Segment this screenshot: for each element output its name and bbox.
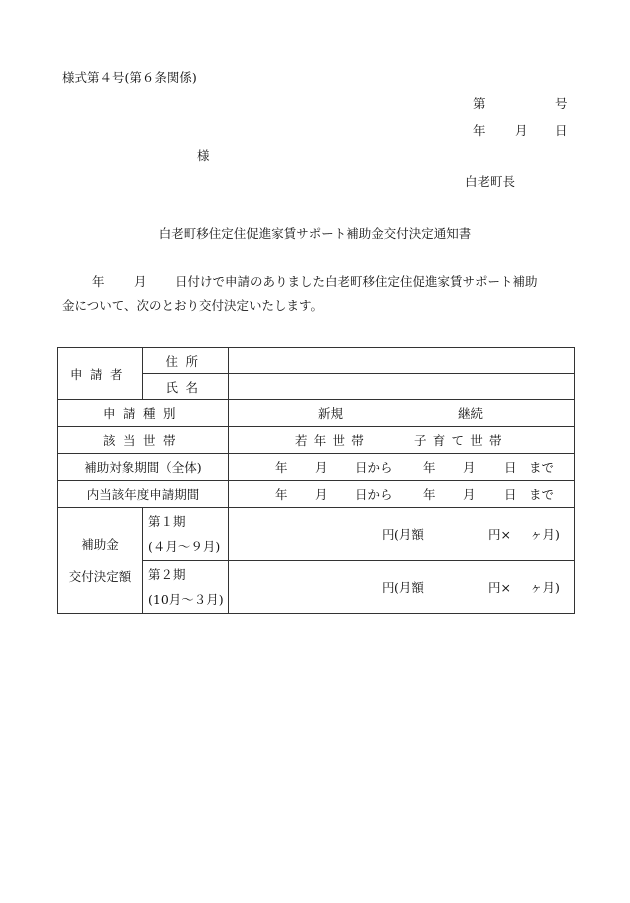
- period-year-fields[interactable]: [229, 481, 575, 508]
- period-year-end-day: 日: [504, 487, 517, 502]
- term1-cell: [143, 508, 229, 561]
- term2-times: 円×: [488, 580, 511, 595]
- recipient-suffix: 様: [197, 148, 210, 163]
- body-line2: 金について、次のとおり交付決定いたします。: [62, 298, 324, 313]
- name-label: 氏名: [165, 379, 206, 395]
- option-young-household[interactable]: 若年世帯: [295, 433, 371, 448]
- body-line1: 日付けで申請のありました白老町移住定住促進家賃サポート補助: [175, 274, 538, 289]
- period-year-label-cell: [58, 481, 229, 508]
- body-year: 年: [92, 274, 105, 289]
- applicant-label-cell: [58, 348, 143, 400]
- term2-cell: [143, 561, 229, 614]
- term1-monthly: (月額: [394, 527, 424, 542]
- applicant-label: 申請者: [69, 366, 130, 382]
- period-total-label-cell: [58, 454, 229, 481]
- period-total-until: まで: [529, 460, 555, 475]
- term2-yen: 円: [382, 580, 395, 595]
- household-label: 該当世帯: [102, 433, 183, 448]
- period-year-label: 内当該年度申請期間: [86, 487, 200, 502]
- period-year-start-year: 年: [275, 487, 288, 502]
- period-year-start-month: 月: [315, 487, 328, 502]
- period-year-until: まで: [529, 487, 555, 502]
- term2-name: 第２期: [148, 567, 186, 582]
- application-type-options: [229, 400, 575, 427]
- option-continue[interactable]: 継続: [458, 406, 484, 421]
- period-year-end-month: 月: [463, 487, 476, 502]
- period-total-start-month: 月: [315, 460, 328, 475]
- option-new[interactable]: 新規: [318, 406, 344, 421]
- term1-range: (４月～９月): [148, 539, 221, 554]
- form-label: 様式第４号(第６条関係): [62, 70, 197, 85]
- term1-yen: 円: [382, 527, 395, 542]
- term2-amount-field[interactable]: [229, 561, 575, 614]
- term2-range: (10月～３月): [148, 592, 224, 607]
- body-paragraph: [62, 270, 574, 318]
- term2-monthly: (月額: [394, 580, 424, 595]
- period-total-end-year: 年: [423, 460, 436, 475]
- option-child-household[interactable]: 子育て世帯: [414, 433, 508, 448]
- issuer: 白老町長: [465, 174, 516, 189]
- name-label-cell: [143, 374, 229, 400]
- period-total-label: 補助対象期間（全体): [84, 460, 202, 475]
- address-field[interactable]: [229, 348, 575, 374]
- period-total-start-year: 年: [275, 460, 288, 475]
- term1-name: 第１期: [148, 514, 186, 529]
- period-total-fields[interactable]: [229, 454, 575, 481]
- number-suffix: 号: [555, 96, 568, 111]
- period-total-from: 日から: [355, 460, 393, 475]
- address-label-cell: [143, 348, 229, 374]
- period-year-from: 日から: [355, 487, 393, 502]
- term1-times: 円×: [488, 527, 511, 542]
- name-field[interactable]: [229, 374, 575, 400]
- application-type-label: 申請種別: [102, 406, 183, 421]
- grant-label-cell: [58, 508, 143, 614]
- application-type-label-cell: [58, 400, 229, 427]
- term1-months: ヶ月): [530, 527, 560, 542]
- household-options: [229, 427, 575, 454]
- grant-label-line1: 補助金: [81, 536, 119, 552]
- application-table: [57, 347, 575, 614]
- document-title: 白老町移住定住促進家賃サポート補助金交付決定通知書: [158, 226, 472, 241]
- date-day: 日: [555, 123, 568, 138]
- term2-months: ヶ月): [530, 580, 560, 595]
- term1-amount-field[interactable]: [229, 508, 575, 561]
- body-month: 月: [134, 274, 147, 289]
- household-label-cell: [58, 427, 229, 454]
- grant-label-line2: 交付決定額: [68, 568, 132, 584]
- number-prefix: 第: [473, 96, 486, 111]
- period-year-end-year: 年: [423, 487, 436, 502]
- date-month: 月: [515, 123, 528, 138]
- period-total-end-day: 日: [504, 460, 517, 475]
- address-label: 住所: [165, 353, 206, 369]
- date-year: 年: [473, 123, 486, 138]
- period-total-end-month: 月: [463, 460, 476, 475]
